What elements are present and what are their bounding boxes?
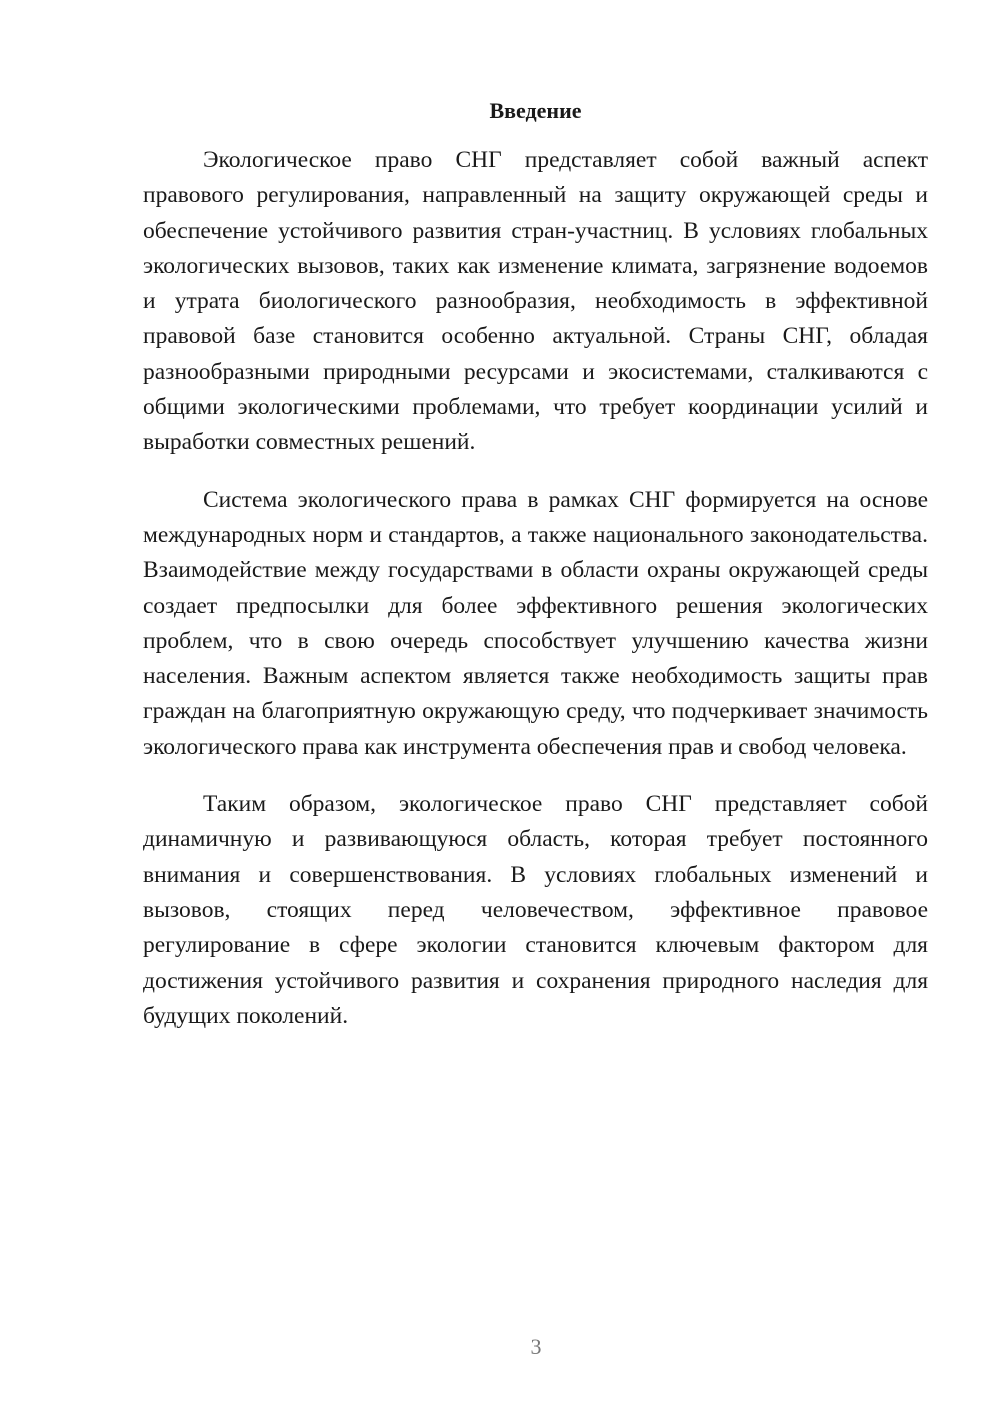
page-number: 3 bbox=[530, 1334, 542, 1359]
paragraph-2: Система экологического права в рамках СНГ формируется на основе международных норм и стандартов, а также национального законодательства. Взаимодействие между государствами в области охраны окружающей среды создает предпосылки для более эффективного решения экологических проблем, что в свою очередь способствует улучшению качества жизни населения. Важным аспектом является также необходимость защиты прав граждан на благоприятную окружающую среду, что подчеркивает значимость экологического права как инструмента обеспечения прав и свобод человека. bbox=[143, 486, 928, 760]
paragraph-3: Таким образом, экологическое право СНГ представляет собой динамичную и развивающуюся область, которая требует постоянного внимания и совершенствования. В условиях глобальных изменений и вызовов, стоящих перед человечеством, эффективное правовое регулирование в сфере экологии становится ключевым фактором для достижения устойчивого развития и сохранения природного наследия для будущих поколений. bbox=[143, 791, 928, 1029]
paragraph-1: Экологическое право СНГ представляет собой важный аспект правового регулирования, направленный на защиту окружающей среды и обеспечение устойчивого развития стран-участниц. В условиях глобальных экологических вызовов, таких как изменение климата, загрязнение водоемов и утрата биологического разнообразия, необходимость в эффективной правовой базе становится особенно актуальной. Страны СНГ, обладая разнообразными природными ресурсами и экосистемами, сталкиваются с общими экологическими проблемами, что требует координации усилий и выработки совместных решений. bbox=[143, 147, 928, 456]
section-heading: Введение bbox=[489, 98, 582, 123]
body-text bbox=[143, 143, 928, 1056]
